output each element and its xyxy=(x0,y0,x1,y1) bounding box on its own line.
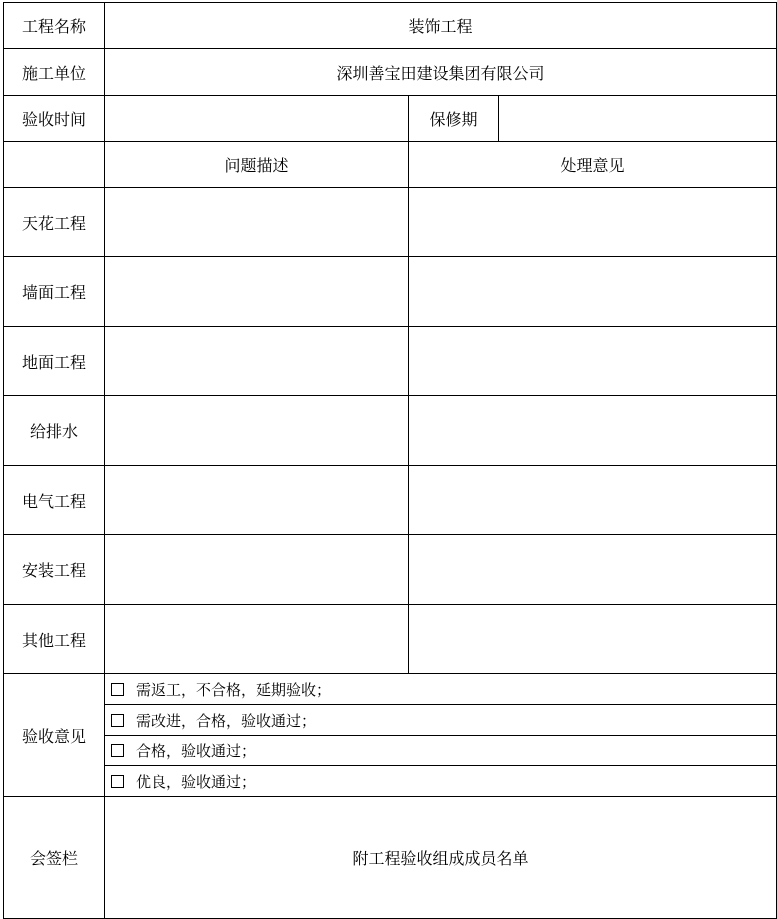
project-name-value: 装饰工程 xyxy=(105,3,777,49)
item-label: 电气工程 xyxy=(4,466,105,535)
item-row-plumbing xyxy=(4,396,777,466)
warranty-label: 保修期 xyxy=(409,96,499,142)
option-text: 需返工，不合格，延期验收； xyxy=(136,680,332,699)
opinion-row xyxy=(4,674,777,705)
item-label: 安装工程 xyxy=(4,535,105,605)
acceptance-time-row xyxy=(4,96,777,142)
item-problem-cell[interactable] xyxy=(105,188,409,257)
option-text: 合格，验收通过； xyxy=(136,742,257,760)
item-handling-cell[interactable] xyxy=(409,188,777,257)
item-row-other xyxy=(4,605,777,674)
item-problem-cell[interactable] xyxy=(105,466,409,535)
item-label: 墙面工程 xyxy=(4,257,105,327)
acceptance-time-value[interactable] xyxy=(105,96,409,142)
item-problem-cell[interactable] xyxy=(105,535,409,605)
signature-row xyxy=(4,797,777,919)
item-row-installation xyxy=(4,535,777,605)
blank-corner-cell xyxy=(4,142,105,188)
checkbox-icon[interactable] xyxy=(111,714,124,727)
item-handling-cell[interactable] xyxy=(409,605,777,674)
acceptance-time-label: 验收时间 xyxy=(4,96,105,142)
item-label: 其他工程 xyxy=(4,605,105,674)
item-label: 天花工程 xyxy=(4,188,105,257)
contractor-label: 施工单位 xyxy=(4,49,105,96)
item-problem-cell[interactable] xyxy=(105,257,409,327)
item-label: 地面工程 xyxy=(4,327,105,396)
acceptance-table xyxy=(3,2,777,919)
item-problem-cell[interactable] xyxy=(105,605,409,674)
project-name-row xyxy=(4,3,777,49)
checkbox-icon[interactable] xyxy=(111,683,124,696)
signature-content[interactable]: 附工程验收组成成员名单 xyxy=(105,797,777,919)
option-text: 需改进，合格，验收通过； xyxy=(136,711,317,730)
project-name-label: 工程名称 xyxy=(4,3,105,49)
opinion-row xyxy=(4,766,777,797)
checkbox-icon[interactable] xyxy=(111,744,124,757)
item-row-ceiling xyxy=(4,188,777,257)
item-handling-cell[interactable] xyxy=(409,257,777,327)
item-handling-cell[interactable] xyxy=(409,466,777,535)
opinion-option-pass[interactable] xyxy=(105,736,777,766)
opinion-option-rework[interactable] xyxy=(105,674,777,705)
checkbox-icon[interactable] xyxy=(111,775,124,788)
contractor-row xyxy=(4,49,777,96)
item-row-floor xyxy=(4,327,777,396)
item-problem-cell[interactable] xyxy=(105,396,409,466)
signature-label: 会签栏 xyxy=(4,797,105,919)
item-handling-cell[interactable] xyxy=(409,535,777,605)
item-row-wall xyxy=(4,257,777,327)
acceptance-form xyxy=(3,2,776,918)
handling-column-header: 处理意见 xyxy=(409,142,777,188)
item-label: 给排水 xyxy=(4,396,105,466)
warranty-value[interactable] xyxy=(499,96,777,142)
item-handling-cell[interactable] xyxy=(409,327,777,396)
opinion-row xyxy=(4,705,777,736)
contractor-value: 深圳善宝田建设集团有限公司 xyxy=(105,49,777,96)
column-header-row xyxy=(4,142,777,188)
item-problem-cell[interactable] xyxy=(105,327,409,396)
opinion-label: 验收意见 xyxy=(4,674,105,797)
opinion-option-improve[interactable] xyxy=(105,705,777,736)
item-handling-cell[interactable] xyxy=(409,396,777,466)
opinion-option-excellent[interactable] xyxy=(105,766,777,797)
option-text: 优良，验收通过； xyxy=(136,772,257,791)
opinion-row xyxy=(4,736,777,766)
problem-column-header: 问题描述 xyxy=(105,142,409,188)
item-row-electrical xyxy=(4,466,777,535)
